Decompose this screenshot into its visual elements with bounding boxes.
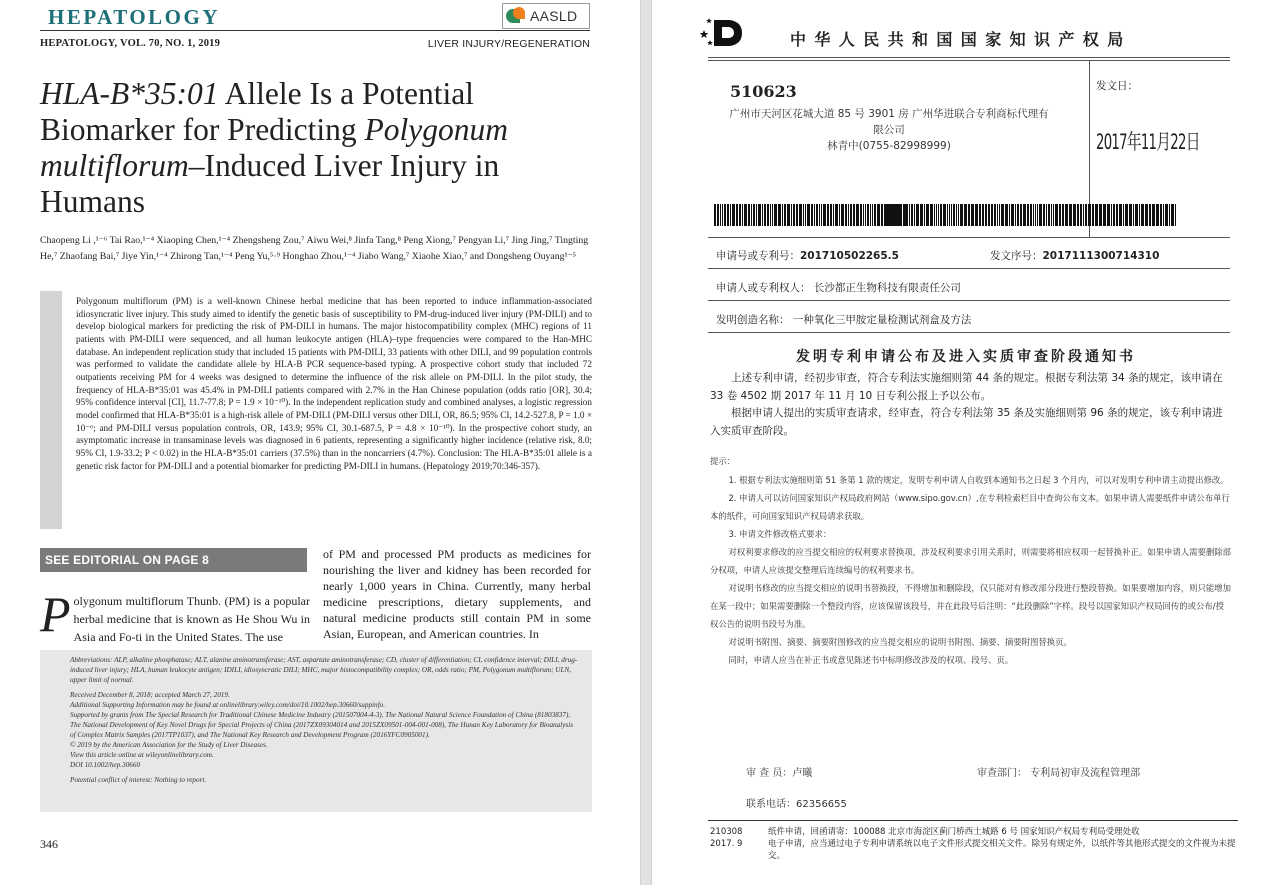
barcode-bar [940,204,942,226]
barcode-bar [1083,204,1084,226]
barcode-bar [841,204,844,226]
barcode-bar [753,204,755,226]
barcode-bar [787,204,790,226]
barcode-bar [833,204,834,226]
title-text-1: Allele Is a Potential Biomarker for Predicting [40,76,474,147]
department: 审查部门： 专利局初审及流程管理部 [977,768,1141,779]
rule-1 [708,237,1230,238]
barcode-bar [1095,204,1098,226]
barcode-bar [782,204,783,226]
notice-body [710,370,1230,440]
title-species: Polygonum multiflorum [40,112,509,183]
barcode-bar [1175,204,1176,226]
footnotes-box [40,650,592,812]
body-text-left: olygonum multiflorum Thunb. (PM) is a popular herbal medicine that is known as He Shou Wu in Asia and Fo-ti in the United States. The use [73,594,310,644]
barcode-bar [994,204,996,226]
barcode-bar [997,204,998,226]
footnote-copyright: © 2019 by the American Association for the Study of Liver Diseases. [70,741,268,749]
notice-paragraph-2: 根据申请人提出的实质审查请求，经审查，符合专利法第 35 条及实施细则第 96 条的规定，该专利申请进入实质审查阶段。 [710,407,1223,437]
barcode-bar [1027,204,1029,226]
barcode-bar [724,204,726,226]
barcode-bar [1048,204,1050,226]
barcode-bar [1062,204,1064,226]
barcode-bar [736,204,738,226]
barcode-bar [1033,204,1034,226]
postcode: 510623 [730,82,797,101]
barcode-bar [1059,204,1061,226]
barcode-bar [958,204,959,226]
barcode-bar [772,204,773,226]
authors-text: Chaopeng Li ,¹⁻⁶ Tai Rao,¹⁻⁴ Xiaoping Chen,¹⁻⁴ Zhengsheng Zou,⁷ Aiwu Wei,⁸ Jinfa Tang,⁸ Peng Xiong,⁷ Pengyan Li,⁷ Jing Jing,⁷ Tingting He,⁷ Zhaofang Bai,⁷ Jiye Yin,¹⁻⁴ Zhirong Tan,¹⁻⁴ Peng Yu,⁵·⁹ Honghao Zhou,¹⁻⁴ Jiabo Wang,⁷ Xiaohe Xiao,⁷ and Dongsheng Ouyang¹⁻⁵ [40,235,589,262]
barcode-bar [1123,204,1124,226]
barcode-bar [1011,204,1014,226]
barcode-bar [793,204,795,226]
barcode-bar [1116,204,1118,226]
title-text-2: –Induced Liver Injury in Humans [40,148,500,219]
abstract-text: Polygonum multiflorum (PM) is a well-known Chinese herbal medicine that has been reported to induce inflammation-associated idiosyncratic liver injury. This study aimed to identify the genetic basis of susceptibility to PM-drug-induced liver injury (PM-DILI) and to develop biological markers for predicting the risk of PM-DILI in humans. The major histocompatibility complex (MHC) regions of 11 patients with PM-DILI were sequenced, and all human leukocyte antigen (HLA)–type frequencies were compared to the Han-MHC database. An independent replication study that included 15 patients with PM-DILI, 33 patients with other DILI, and 99 population controls was performed to validate the candidate allele by HLA-B PCR sequence-based typing. A prospective cohort study that included 72 outpatients receiving PM for 4 weeks was designed to determine the influence of the risk allele on PM-DILI. In the pilot study, the frequency of HLA-B*35:01 was 45.4% in PM-DILI patients compared with 2.7% in the Han Chinese population (odds ratio [OR], 30.4; 95% confidence interval [CI], 11.7-77.8; P = 1.9 × 10⁻¹⁰). In the independent replication study and combined analyses, a logistic regression model confirmed that HLA-B*35:01 is a high-risk allele of PM-DILI (PM-DILI versus other DILI, OR, 86.5; 95% CI, 14.2-527.8, P = 1.0 × 10⁻⁶; and PM-DILI versus population controls, OR, 143.9; 95% CI, 30.1-687.5, P = 4.8 × 10⁻¹⁰). In the prospective cohort study, an asymptomatic increase in transaminase levels was diagnosed in 6 patients, representing a significantly higher incidence (relative risk, 8.0; 95% CI, 1.9-33.2; P < 0.02) in the HLA-B*35:01 carriers (37.5%) than in the noncarriers (4.7%). Conclusion: The HLA-B*35:01 allele is a genetic risk factor for PM-DILI and a potential biomarker for predicting PM-DILI in humans. (Hepatology 2019;70:346-357). [76,296,592,471]
barcode-bar [803,204,804,226]
barcode-bar [1111,204,1112,226]
barcode-bar [991,204,993,226]
rule-4 [708,332,1230,333]
barcode-bar [874,204,876,226]
aasld-logo [502,3,590,29]
barcode-bar [1169,204,1170,226]
barcode-bar [865,204,866,226]
barcode-bar [1017,204,1019,226]
journal-name: HEPATOLOGY [48,5,221,29]
author-list [40,233,595,265]
barcode-bar [1046,204,1047,226]
barcode-bar [744,204,747,226]
address-line-2: 限公司 [873,124,905,136]
footnote-view-online: View this article online at wileyonlinelibrary.com. [70,751,214,759]
tip-3-marking: 同时，申请人应当在补正书或意见陈述书中标明修改涉及的权项、段号、页。 [728,655,1014,665]
footnote-abbreviations: Abbreviations: ALP, alkaline phosphatase; ALT, alanine aminotransferase; AST, aspartate aminotransferase; CD, cluster of differentiation; CI, confidence interval; DILI, drug-induced liver injury; HLA, human leukocyte antigen; IDILI, idiosyncratic DILI; MHC, major histocompatibility complex; OR, odds ratio; PM, Polygonum multiflorum; ULN, upper limit of normal. [70,656,578,684]
recipient-address [714,106,1064,154]
barcode-bar [1085,204,1087,226]
barcode-bar [1141,204,1144,226]
body-column-right [323,546,591,642]
barcode-bar [901,204,902,226]
barcode-bar [791,204,792,226]
barcode-bar [1139,204,1140,226]
barcode-bar [1133,204,1134,226]
address-line-3: 林青中(0755-82998999) [827,140,951,152]
barcode-bar [807,204,810,226]
barcode-bar [1099,204,1102,226]
barcode-bar [1037,204,1038,226]
body-column-left [40,586,310,646]
barcode-bar [848,204,849,226]
tips-section [710,452,1232,669]
barcode-bar [947,204,948,226]
barcode-bar [960,204,963,226]
barcode-bar [1163,204,1164,226]
footer-code-1: 210308 [710,827,743,837]
barcode-bar [956,204,957,226]
barcode-bar [770,204,771,226]
tip-3-description: 对说明书修改的应当提交相应的说明书替换段，不得增加和删除段，仅只能对有修改部分段进行整段替换。如果要增加内容，则只能增加在某一段中；如果需要删除一个整段内容，应该保留该段号，并在此段号后注明：“此段删除”字样。段号以国家知识产权局回传的或公布/授权公告的说明书段号为准。 [710,583,1231,629]
barcode-bar [1152,204,1155,226]
barcode-bar [748,204,750,226]
barcode-bar [805,204,806,226]
barcode-bar [821,204,822,226]
barcode-bar [909,204,910,226]
invention-field [716,312,971,327]
barcode-bar [827,204,829,226]
barcode-bar [1113,204,1115,226]
barcode-bar [953,204,955,226]
date-label: 发文日： [1096,80,1138,92]
see-editorial-link[interactable]: SEE EDITORIAL ON PAGE 8 [40,548,307,572]
tip-3-drawings: 对说明书附图、摘要、摘要附图修改的应当提交相应的说明书附图、摘要、摘要附图替换页。 [728,637,1072,647]
barcode-bar [872,204,873,226]
barcode-bar [727,204,729,226]
barcode-bar [774,204,777,226]
barcode-bar [1129,204,1132,226]
rule-2 [708,268,1230,269]
barcode-bar [1077,204,1079,226]
barcode-bar [1107,204,1110,226]
app-no-value: 201710502265.5 [800,250,899,262]
page-gutter [640,0,652,885]
footnote-grants: Supported by grants from The Special Research for Traditional Chinese Medicine Industry (201507004-4-3), The National Natural Science Foundation of China (81803837), The National Development of Key Novel Drugs for Special Projects of China (2017ZX09304014 and 2015ZX09501-004-001-008), The Hunan Key Laboratory for Bioanalysis of Complex Matrix Samples (2017TP1037), and The National Key Research and Development Program (2016YFC0905001). [70,711,574,739]
tip-3: 3. 申请文件修改格式要求： [728,529,832,539]
barcode-bar [816,204,818,226]
barcode-bar [835,204,838,226]
barcode-bar [988,204,990,226]
barcode-bar [1088,204,1091,226]
barcode-bar [907,204,908,226]
barcode-bar [934,204,935,226]
tip-3-claims: 对权利要求修改的应当提交相应的权利要求替换项，涉及权利要求引用关系时，则需要将相应权项一起替换补正。如果申请人需要删除部分权项，申请人应该提交整理后连续编号的权利要求书。 [710,547,1231,575]
barcode-bar [1001,204,1004,226]
barcode-bar [1030,204,1032,226]
barcode-bar [860,204,862,226]
barcode-bar [1020,204,1022,226]
barcode-bar [911,204,913,226]
footer-code-2: 2017. 9 [710,839,743,849]
barcode-bar [830,204,832,226]
barcode-bar [767,204,769,226]
barcode-bar [887,204,890,226]
barcode-bar [742,204,743,226]
barcode-bar [819,204,820,226]
barcode-bar [1073,204,1076,226]
barcode-bar [1156,204,1159,226]
barcode-bar [1055,204,1058,226]
barcode-left [714,204,909,226]
barcode-bar [1015,204,1016,226]
footnote-received: Received December 8, 2018; accepted March 27, 2019. [70,691,230,699]
barcode-bar [739,204,741,226]
barcode-bar [1145,204,1148,226]
barcode-bar [1039,204,1042,226]
title-gene: HLA-B*35:01 [40,76,219,111]
abstract-box [40,291,592,529]
article-title [40,76,560,220]
barcode-bar [1160,204,1162,226]
barcode-bar [924,204,925,226]
patent-notice-page [652,0,1280,885]
address-line-1: 广州市天河区花城大道 85 号 3901 房 广州华进联合专利商标代理有 [729,108,1049,120]
barcode-bar [1149,204,1151,226]
barcode-bar [891,204,893,226]
applicant-value: 长沙都正生物科技有限责任公司 [813,282,961,294]
barcode-bar [811,204,813,226]
office-name: 中华人民共和国国家知识产权局 [790,30,1132,49]
footnote-supporting: Additional Supporting Information may be found at onlinelibrary.wiley.com/doi/10.1002/hep.30660/suppinfo. [70,701,386,709]
barcode-bar [877,204,880,226]
barcode-bar [756,204,757,226]
examiner: 审 查 员：卢曦 [746,768,813,779]
barcode-bar [881,204,883,226]
barcode-bar [1135,204,1138,226]
barcode-bar [971,204,974,226]
barcode-bar [1125,204,1128,226]
barcode-bar [975,204,978,226]
barcode-bar [1092,204,1094,226]
barcode-bar [926,204,929,226]
barcode-bar [732,204,735,226]
applicant-label: 申请人或专利权人： [716,282,811,294]
barcode-bar [1103,204,1106,226]
journal-header [40,3,590,31]
footer-line-2: 电子申请，应当通过电子专利申请系统以电子文件形式提交相关文件。除另有规定外，以纸件等其他形式提交的文件视为未提交。 [768,839,1236,861]
barcode-bar [1043,204,1045,226]
barcode-bar [914,204,915,226]
barcode-bar [982,204,984,226]
barcode-bar [1023,204,1026,226]
barcode-right [887,204,1177,226]
barcode-bar [796,204,798,226]
barcode-bar [1080,204,1082,226]
tips-heading: 提示： [710,456,736,466]
issue-info: HEPATOLOGY, VOL. 70, NO. 1, 2019 [40,38,221,49]
contact-phone: 联系电话：62356655 [746,799,847,810]
barcode-bar [853,204,855,226]
barcode-bar [784,204,786,226]
header-rule-2 [708,60,1230,61]
rule-3 [708,300,1230,301]
barcode-bar [823,204,826,226]
barcode-bar [778,204,781,226]
document-number-field [990,248,1159,263]
barcode-bar [730,204,731,226]
barcode-bar [964,204,967,226]
barcode-bar [762,204,763,226]
invention-label: 发明创造名称： [716,314,790,326]
page-number: 346 [40,837,58,851]
footnote-conflict: Potential conflict of interest: Nothing to report. [70,776,207,784]
barcode-bar [985,204,987,226]
barcode-bar [1035,204,1036,226]
barcode-bar [894,204,897,226]
barcode-bar [938,204,939,226]
date-value: 2017年11月22日 [1096,130,1200,154]
tip-2: 2. 申请人可以访问国家知识产权局政府网站（www.sipo.gov.cn）,在专利检索栏目中查询公布文本。如果申请人需要纸件申请公布单行本的纸件，可向国家知识产权局请求获取。 [710,493,1230,521]
barcode-bar [1165,204,1168,226]
barcode-bar [943,204,946,226]
barcode-bar [951,204,952,226]
barcode-bar [814,204,815,226]
footer-line-1: 纸件申请，回函请寄：100088 北京市海淀区蓟门桥西土城路 6 号 国家知识产权局专利局受理处收 [768,827,1140,837]
barcode-bar [764,204,766,226]
aasld-mark-icon [506,7,528,25]
barcode-bar [949,204,950,226]
barcode-bar [898,204,900,226]
barcode-bar [1009,204,1010,226]
barcode-bar [839,204,840,226]
barcode-bar [968,204,970,226]
drop-cap: P [40,586,71,642]
section-label: LIVER INJURY/REGENERATION [427,38,590,50]
barcode-bar [1069,204,1072,226]
doc-no-label: 发文序号： [990,250,1043,262]
issue-line [40,38,590,50]
cnipa-emblem-icon [700,16,746,50]
barcode-bar [799,204,802,226]
barcode-bar [870,204,871,226]
barcode-bar [916,204,919,226]
barcode-bar [850,204,852,226]
barcode-bar [1119,204,1122,226]
barcode-bar [1053,204,1054,226]
application-number-field [716,248,899,263]
barcode-bar [751,204,752,226]
doc-no-value: 2017111300714310 [1042,250,1160,262]
barcode-bar [714,204,716,226]
notice-paragraph-1: 上述专利申请，经初步审查，符合专利法实施细则第 44 条的规定。根据专利法第 34 条的规定，该申请在 33 卷 4502 期 2017 年 11 月 10 日专利公报上予以公布。 [710,372,1223,402]
barcode-bar [867,204,869,226]
barcode-bar [863,204,864,226]
barcode-bar [936,204,937,226]
notice-title: 发明专利申请公布及进入实质审查阶段通知书 [796,349,1136,365]
barcode-bar [903,204,906,226]
body-text-right: of PM and processed PM products as medicines for nourishing the liver and kidney has been recorded for nearly 1,000 years in China. Currently, many herbal medicine prescriptions, dietary supplements, and natural medicine products still contain PM in some Asian, European, and American countries. In [323,547,591,641]
barcode-bar [1051,204,1052,226]
barcode-bar [845,204,847,226]
aasld-logo-text: AASLD [530,8,578,24]
barcode-bar [920,204,923,226]
footnote-doi: DOI 10.1002/hep.30660 [70,761,141,769]
barcode-bar [1171,204,1174,226]
barcode-bar [758,204,761,226]
barcode-bar [717,204,719,226]
barcode-bar [999,204,1000,226]
barcode-bar [979,204,981,226]
barcode-bar [720,204,721,226]
barcode-bar [1065,204,1068,226]
invention-value: 一种氧化三甲胺定量检测试剂盒及方法 [792,314,972,326]
footer-rule [708,820,1238,821]
applicant-field [716,280,961,295]
barcode-bar [930,204,933,226]
tip-1: 1. 根据专利法实施细则第 51 条第 1 款的规定，发明专利申请人自收到本通知书之日起 3 个月内，可以对发明专利申请主动提出修改。 [728,475,1229,485]
barcode-bar [856,204,859,226]
barcode-bar [1005,204,1008,226]
app-no-label: 申请号或专利号： [716,250,800,262]
header-rule [708,57,1230,58]
barcode-bar [722,204,723,226]
